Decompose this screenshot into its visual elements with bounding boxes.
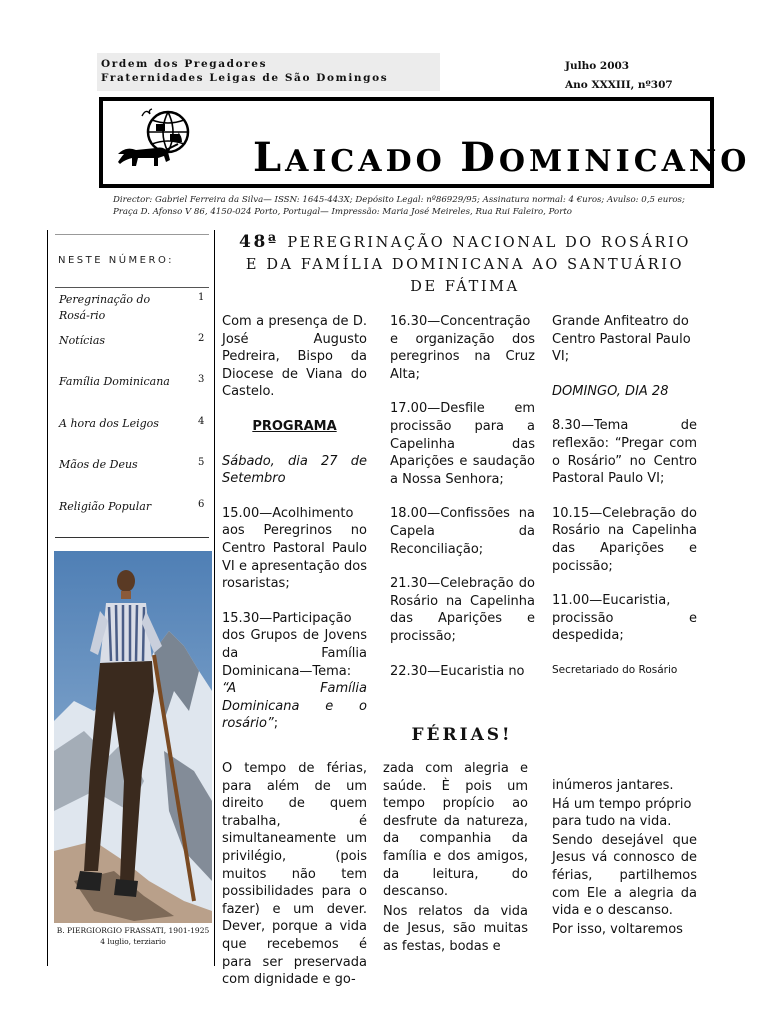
toc-item[interactable]: Peregrinação do Rosá-rio	[59, 293, 151, 322]
ferias-paragraph: Nos relatos da vida de Jesus, são muitas as festas, bodas e	[383, 903, 528, 954]
toc-page-number: 2	[198, 333, 205, 344]
credits-line-2: Praça D. Afonso V 86, 4150-024 Porto, Portugal— Impressão: Maria José Meireles, Rua Rui Faleiro, Porto	[113, 207, 572, 217]
ferias-paragraph: Há um tempo próprio para tudo na vida.	[552, 796, 692, 830]
frassati-mountain-photo	[54, 551, 212, 957]
sunday-heading: DOMINGO, DIA 28	[552, 383, 669, 399]
ferias-paragraph: O tempo de férias, para além de um direito de quem trabalha, é simultaneamente um privilégio, (pois muitos não tem possibilidades para o fazer) e um dever. Dever, porque a vida que recebemos é para ser preservada com dignidade e go-	[222, 761, 367, 988]
program-item: 15.30—Participação dos Grupos de Jovens da Família Dominicana—Tema: “A Família Dominicana e o rosário”;	[222, 610, 367, 732]
sidebar-rule-top	[55, 234, 209, 235]
sidebar-rule	[55, 287, 209, 288]
program-item: 8.30—Tema de reflexão: “Pregar com o Rosário” no Centro Pastoral Paulo VI;	[552, 418, 697, 487]
issue-date: Julho 2003	[565, 60, 630, 72]
program-item: 17.00—Desfile em procissão para a Capelinha das Aparições e saudação a Nossa Senhora;	[390, 401, 535, 487]
program-item: Grande Anfiteatro do Centro Pastoral Paulo VI;	[552, 314, 691, 365]
program-item: 22.30—Eucaristia no	[390, 663, 525, 679]
program-item: 15.00—Acolhimento aos Peregrinos no Centro Pastoral Paulo VI e apresentação dos rosaristas;	[222, 505, 367, 592]
saturday-heading: Sábado, dia 27 de Setembro	[222, 453, 367, 487]
program-item: 21.30—Celebração do Rosário na Capelinha das Aparições e procissão;	[390, 576, 535, 644]
program-item: 16.30—Concentração e organização dos peregrinos na Cruz Alta;	[390, 314, 535, 382]
program-column-3	[552, 313, 697, 697]
toc-item[interactable]: A hora dos Leigos	[59, 417, 159, 430]
newspaper-title: LAICADO DOMINICANO	[253, 134, 751, 181]
toc-item[interactable]: Religião Popular	[59, 500, 152, 513]
ferias-column-3	[552, 777, 697, 955]
ferias-paragraph: Por isso, voltaremos	[552, 921, 683, 937]
ferias-paragraph: inúmeros jantares.	[552, 778, 674, 793]
ferias-paragraph: Sendo desejável que Jesus vá connosco de férias, partilhemos com Ele a alegria da vida e o descanso.	[552, 832, 697, 919]
toc-page-number: 1	[198, 292, 205, 303]
program-item: 10.15—Celebração do Rosário na Capelinha das Aparições e pocissão;	[552, 505, 697, 574]
credits-line-1: Director: Gabriel Ferreira da Silva— ISSN: 1645-443X; Depósito Legal: nº86929/95; Assinatura normal: 4 €uros; Avulso: 0,5 euros;	[113, 195, 685, 205]
toc-item[interactable]: Mãos de Deus	[59, 458, 138, 471]
toc-page-number: 5	[198, 457, 205, 468]
program-item: 18.00—Confissões na Capela da Reconciliação;	[390, 506, 535, 557]
program-item: 11.00—Eucaristia, procissão e despedida;	[552, 593, 697, 644]
program-column-2	[390, 313, 535, 697]
article-signature: Secretariado do Rosário	[552, 663, 678, 676]
issue-number: Ano XXXIII, nº307	[565, 79, 673, 91]
sidebar-rule-bottom	[55, 537, 209, 538]
sidebar-heading: NESTE NÚMERO:	[58, 255, 175, 266]
article-intro: Com a presença de D. José Augusto Pedreira, Bispo da Diocese de Viana do Castelo.	[222, 314, 367, 400]
column-divider-left	[47, 230, 48, 966]
fraternity-name: Fraternidades Leigas de São Domingos	[101, 72, 389, 84]
ferias-title: FÉRIAS!	[411, 725, 513, 745]
ferias-column-1	[222, 760, 367, 1006]
toc-page-number: 4	[198, 416, 205, 427]
ferias-paragraph: zada com alegria e saúde. È pois um tempo propício ao desfrute da natureza, da companhia da família e dos amigos, da leitura, do descanso.	[383, 761, 528, 900]
program-column-1	[222, 313, 367, 750]
program-title: PROGRAMA	[252, 418, 337, 434]
organization-name: Ordem dos Pregadores	[101, 58, 268, 70]
ferias-column-2	[383, 760, 528, 973]
article-headline: 48ª PEREGRINAÇÃO NACIONAL DO ROSÁRIO E DA FAMÍLIA DOMINICANA AO SANTUÁRIO DE FÁTIMA	[239, 232, 691, 295]
photo-caption: B. PIERGIORGIO FRASSATI, 1901-1925 4 luglio, terziario	[56, 926, 210, 946]
toc-item[interactable]: Família Dominicana	[59, 375, 170, 388]
toc-page-number: 6	[198, 499, 205, 510]
toc-page-number: 3	[198, 374, 205, 385]
dominican-dog-logo-icon	[112, 106, 202, 176]
toc-item[interactable]: Notícias	[59, 334, 106, 347]
column-divider-right	[214, 230, 215, 966]
